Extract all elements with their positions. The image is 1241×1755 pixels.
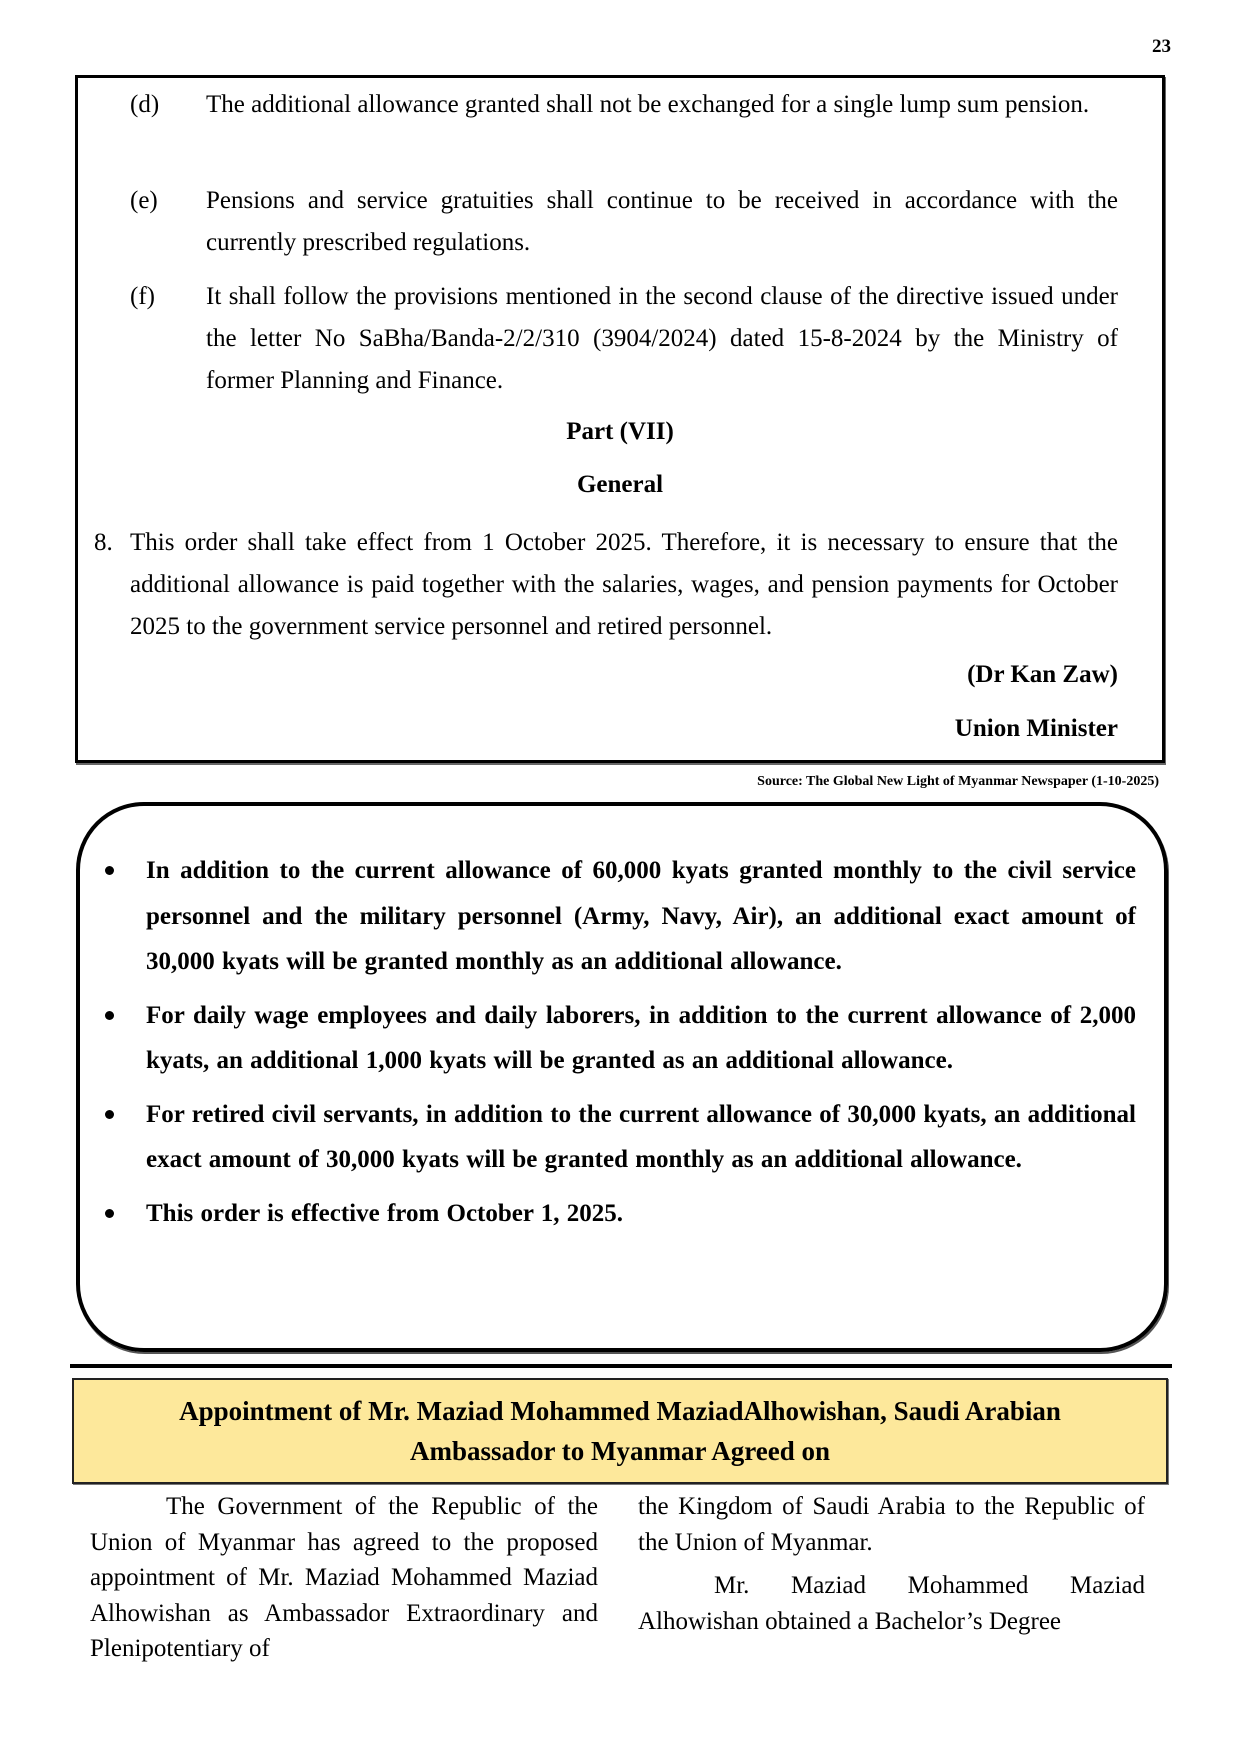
article-column-left bbox=[90, 1489, 598, 1675]
article-paragraph: Mr. Maziad Mohammed Maziad Alhowishan obtained a Bachelor’s Degree bbox=[638, 1572, 1145, 1635]
paragraph-text: This order shall take effect from 1 October 2025. Therefore, it is necessary to ensure that the additional allowance is paid together with the salaries, wages, and pension payments for October 2025 to the government service personnel and retired personnel. bbox=[130, 529, 1118, 640]
bullet-icon bbox=[105, 1110, 114, 1119]
source-note: Source: The Global New Light of Myanmar Newspaper (1-10-2025) bbox=[757, 774, 1159, 789]
order-excerpt-box bbox=[75, 75, 1165, 763]
part-heading: Part (VII) bbox=[566, 418, 674, 445]
clause-text: The additional allowance granted shall not be exchanged for a single lump sum pension. bbox=[206, 91, 1090, 118]
summary-item-text: In addition to the current allowance of 60,000 kyats granted monthly to the civil service personnel and the military personnel (Army, Navy, Air), an additional exact amount of 30,000 kyats will be granted monthly as an additional allowance. bbox=[146, 857, 1136, 975]
headline-line-2: Ambassador to Myanmar Agreed on bbox=[409, 1436, 831, 1466]
article-headline bbox=[72, 1378, 1168, 1484]
summary-item-text: For daily wage employees and daily laborers, in addition to the current allowance of 2,000 kyats, an additional 1,000 kyats will be granted as an additional allowance. bbox=[146, 1001, 1136, 1074]
bullet-icon bbox=[105, 866, 114, 875]
summary-item bbox=[80, 1191, 1164, 1237]
clause-label: (d) bbox=[130, 91, 160, 118]
section-divider bbox=[70, 1364, 1172, 1368]
bullet-icon bbox=[105, 1209, 114, 1218]
clause-text: Pensions and service gratuities shall continue to be received in accordance with the currently prescribed regulations. bbox=[206, 187, 1118, 256]
section-heading: General bbox=[576, 471, 664, 498]
headline-line-1: Appointment of Mr. Maziad Mohammed MaziadAlhowishan, Saudi Arabian bbox=[179, 1396, 1061, 1426]
paragraph-number: 8. bbox=[94, 529, 113, 556]
summary-list bbox=[80, 848, 1164, 1244]
signer-title: Union Minister bbox=[954, 715, 1118, 742]
summary-item-text: This order is effective from October 1, 2025. bbox=[146, 1199, 624, 1227]
summary-item bbox=[80, 993, 1164, 1084]
page-number: 23 bbox=[1152, 36, 1171, 57]
summary-item-text: For retired civil servants, in addition to the current allowance of 30,000 kyats, an additional exact amount of 30,000 kyats will be granted monthly as an additional allowance. bbox=[146, 1100, 1136, 1173]
summary-item bbox=[80, 1092, 1164, 1183]
article-paragraph: The Government of the Republic of the Union of Myanmar has agreed to the proposed appointment of Mr. Maziad Mohammed Maziad Alhowishan as Ambassador Extraordinary and Plenipotentiary of bbox=[90, 1493, 598, 1662]
article-column-right bbox=[638, 1489, 1145, 1647]
clause-label: (e) bbox=[130, 187, 158, 214]
summary-box bbox=[76, 802, 1168, 1352]
signer-name: (Dr Kan Zaw) bbox=[967, 661, 1118, 688]
bullet-icon bbox=[105, 1011, 114, 1020]
clause-text: It shall follow the provisions mentioned in the second clause of the directive issued under the letter No SaBha/Banda-2/2/310 (3904/2024) dated 15-8-2024 by the Ministry of former Planning and Finance. bbox=[206, 283, 1118, 394]
summary-item bbox=[80, 848, 1164, 985]
article-paragraph: the Kingdom of Saudi Arabia to the Republic of the Union of Myanmar. bbox=[638, 1493, 1145, 1556]
clause-label: (f) bbox=[130, 283, 155, 310]
